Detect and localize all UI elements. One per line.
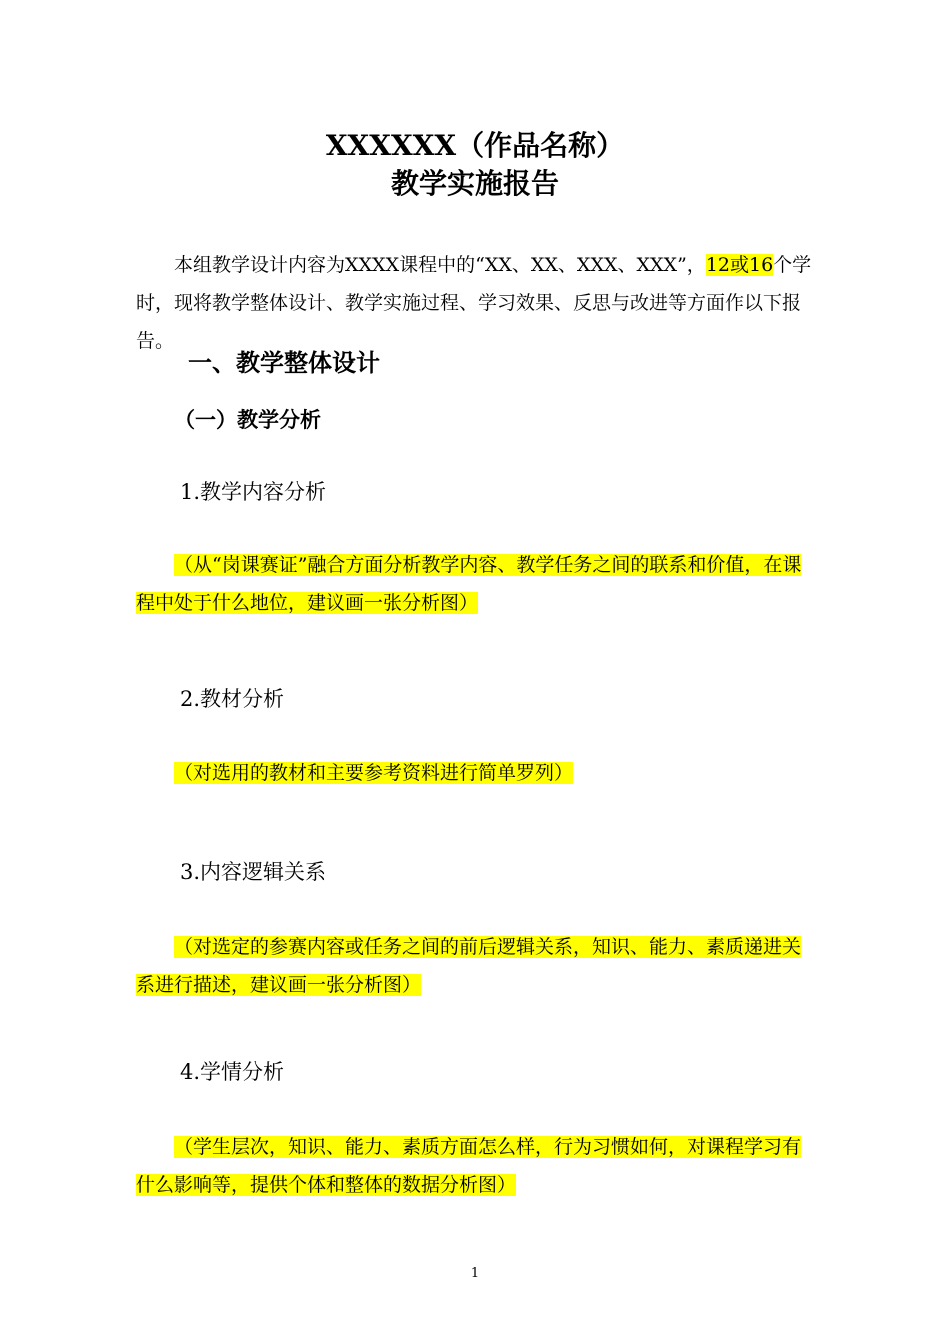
- item-heading-logic-relation: 3.内容逻辑关系: [180, 860, 327, 884]
- document-title-line2: 教学实施报告: [390, 167, 559, 200]
- highlighted-note-text: （对选用的教材和主要参考资料进行简单罗列）: [174, 762, 574, 784]
- item-heading-learner-analysis: 4.学情分析: [180, 1060, 285, 1084]
- item-note-logic-relation: [136, 928, 816, 1004]
- item-heading-content-analysis: 1.教学内容分析: [180, 480, 327, 504]
- page-number: 1: [470, 1266, 480, 1281]
- section-heading-overall-design: 一、教学整体设计: [188, 348, 380, 377]
- item-heading-textbook-analysis: 2.教材分析: [180, 687, 285, 711]
- highlighted-note-text: （从“岗课赛证”融合方面分析教学内容、教学任务之间的联系和价值，在课程中处于什么地位，建议画一张分析图）: [136, 554, 802, 614]
- intro-paragraph: [136, 246, 816, 360]
- highlighted-note-text: （对选定的参赛内容或任务之间的前后逻辑关系，知识、能力、素质递进关系进行描述，建议画一张分析图）: [136, 936, 802, 996]
- intro-text-after: 个学时，现将教学整体设计、教学实施过程、学习效果、反思与改进等方面作以下报告。: [136, 254, 812, 352]
- subsection-heading-teaching-analysis: （一）教学分析: [174, 407, 321, 432]
- highlighted-note-text: （学生层次，知识、能力、素质方面怎么样，行为习惯如何，对课程学习有什么影响等，提供个体和整体的数据分析图）: [136, 1136, 802, 1196]
- document-title-line1: XXXXXX（作品名称）: [325, 129, 625, 162]
- intro-highlight-hours: 12或16: [705, 254, 774, 276]
- intro-text-before: 本组教学设计内容为XXXX课程中的“XX、XX、XXX、XXX”，: [174, 254, 706, 276]
- item-note-content-analysis: [136, 546, 816, 622]
- item-note-learner-analysis: [136, 1128, 816, 1204]
- item-note-textbook-analysis: [136, 754, 816, 792]
